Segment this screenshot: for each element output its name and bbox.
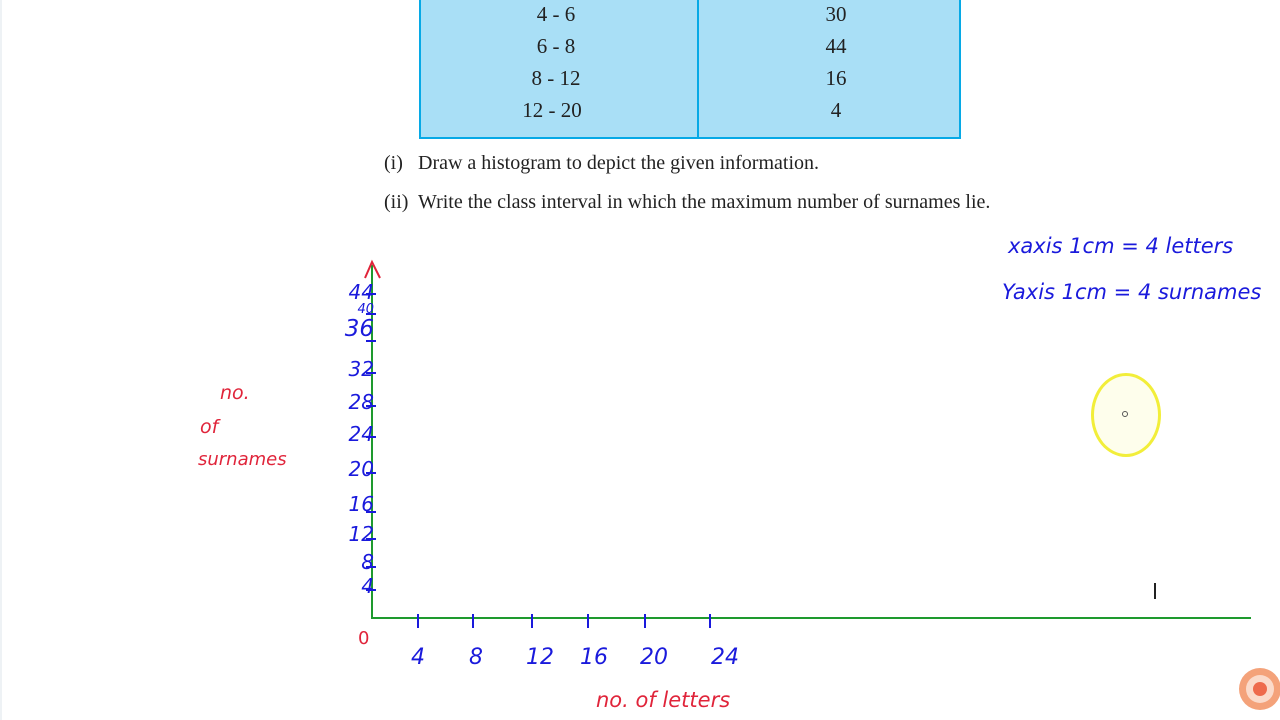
question-text: Write the class interval in which the maximum number of surnames lie. [418, 191, 991, 213]
y-tick-label: 8 [361, 550, 374, 574]
x-axis-label: no. of letters [596, 688, 731, 712]
y-axis-arrow-icon [362, 258, 384, 280]
y-tick-label: 12 [348, 522, 374, 546]
interval-cell: 8 - 12 [531, 66, 581, 90]
x-tick-label: 12 [526, 645, 554, 670]
y-tick-label: 36 [344, 316, 374, 342]
x-tick [531, 614, 533, 628]
interval-cell: 12 - 20 [522, 98, 582, 122]
x-tick-label: 8 [469, 645, 483, 670]
y-tick-label: 32 [348, 357, 374, 381]
y-axis-label-line3: surnames [198, 449, 287, 470]
y-tick-label: 4 [361, 574, 374, 598]
x-tick [644, 614, 646, 628]
x-tick [417, 614, 419, 628]
logo-icon [1238, 662, 1280, 720]
question-number: (i) [384, 152, 403, 174]
question-number: (ii) [384, 191, 409, 213]
table-divider [697, 0, 699, 137]
x-tick-label: 4 [411, 645, 425, 670]
x-tick-label: 24 [711, 645, 739, 670]
x-tick [472, 614, 474, 628]
count-cell: 44 [825, 34, 847, 58]
y-tick-label: 40 [357, 302, 374, 317]
left-edge [0, 0, 2, 720]
y-axis-label-line1: no. [220, 382, 250, 404]
count-cell: 4 [830, 98, 842, 122]
count-cell: 16 [825, 66, 847, 90]
x-tick [709, 614, 711, 628]
cursor-dot-icon [1122, 411, 1128, 417]
x-tick [587, 614, 589, 628]
count-cell: 30 [825, 2, 847, 26]
question-text: Draw a histogram to depict the given information. [418, 152, 820, 174]
y-tick-label: 20 [348, 457, 374, 481]
text-cursor-icon [1154, 583, 1156, 599]
y-axis-label-line2: of [200, 416, 219, 438]
y-scale-note: Yaxis 1cm = 4 surnames [1002, 280, 1262, 304]
y-tick-label: 24 [348, 422, 374, 446]
x-axis [371, 617, 1251, 619]
x-tick-label: 20 [640, 645, 668, 670]
interval-cell: 4 - 6 [536, 2, 576, 26]
y-tick-label: 28 [348, 390, 374, 414]
origin-label: 0 [358, 628, 370, 649]
interval-cell: 6 - 8 [536, 34, 576, 58]
x-tick-label: 16 [580, 645, 608, 670]
y-tick-label: 16 [348, 492, 374, 516]
y-tick-label: 44 [348, 280, 374, 304]
frequency-table [419, 0, 961, 139]
x-scale-note: xaxis 1cm = 4 letters [1008, 234, 1234, 258]
